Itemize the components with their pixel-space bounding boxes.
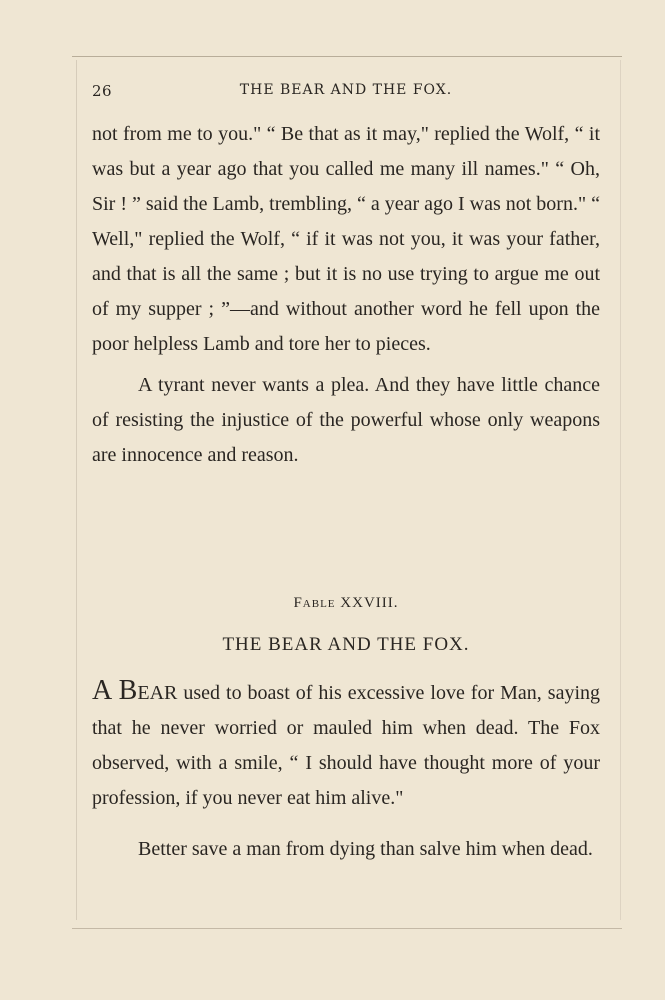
previous-fable-text [92, 117, 600, 473]
page-right-rule [620, 60, 621, 920]
page-top-rule [72, 56, 622, 57]
fable-body [92, 673, 600, 816]
page-left-rule [76, 60, 77, 920]
running-head: THE BEAR AND THE FOX. [239, 82, 453, 98]
fable-text [92, 673, 600, 867]
fable-number-prefix: Fable [293, 595, 336, 611]
fable-body-text: used to boast of his excessive love for Man, saying that he never worried or mauled him when dead. The Fox observed, with a smile, “ I should have thought more of your profession, if you never eat him alive." [92, 682, 600, 809]
previous-fable-moral: A tyrant never wants a plea. And they have little chance of resisting the injustice of the powerful whose only weapons are innocence and reason. [92, 374, 600, 466]
fable-moral: Better save a man from dying than salve him when dead. [138, 838, 593, 860]
page-header [92, 82, 600, 102]
page-bottom-rule [72, 928, 622, 929]
page-number: 26 [92, 82, 113, 100]
previous-fable-paragraph: not from me to you." “ Be that as it may," replied the Wolf, “ it was but a year ago that you called me many ill names." “ Oh, Sir ! ” said the Lamb, trembling, “ a year ago I was not born." “ Well," replied the Wolf, “ if it was not you, it was your father, and that is all the same ; but it is no use trying to argue me out of my supper ; ”—and without another word he fell upon the poor helpless Lamb and tore her to pieces. [92, 123, 601, 355]
fable-opening-words: A Bear [92, 675, 178, 706]
fable-number-value: XXVIII. [340, 595, 399, 611]
fable-number [92, 595, 600, 612]
fable-title: THE BEAR AND THE FOX. [222, 634, 470, 655]
